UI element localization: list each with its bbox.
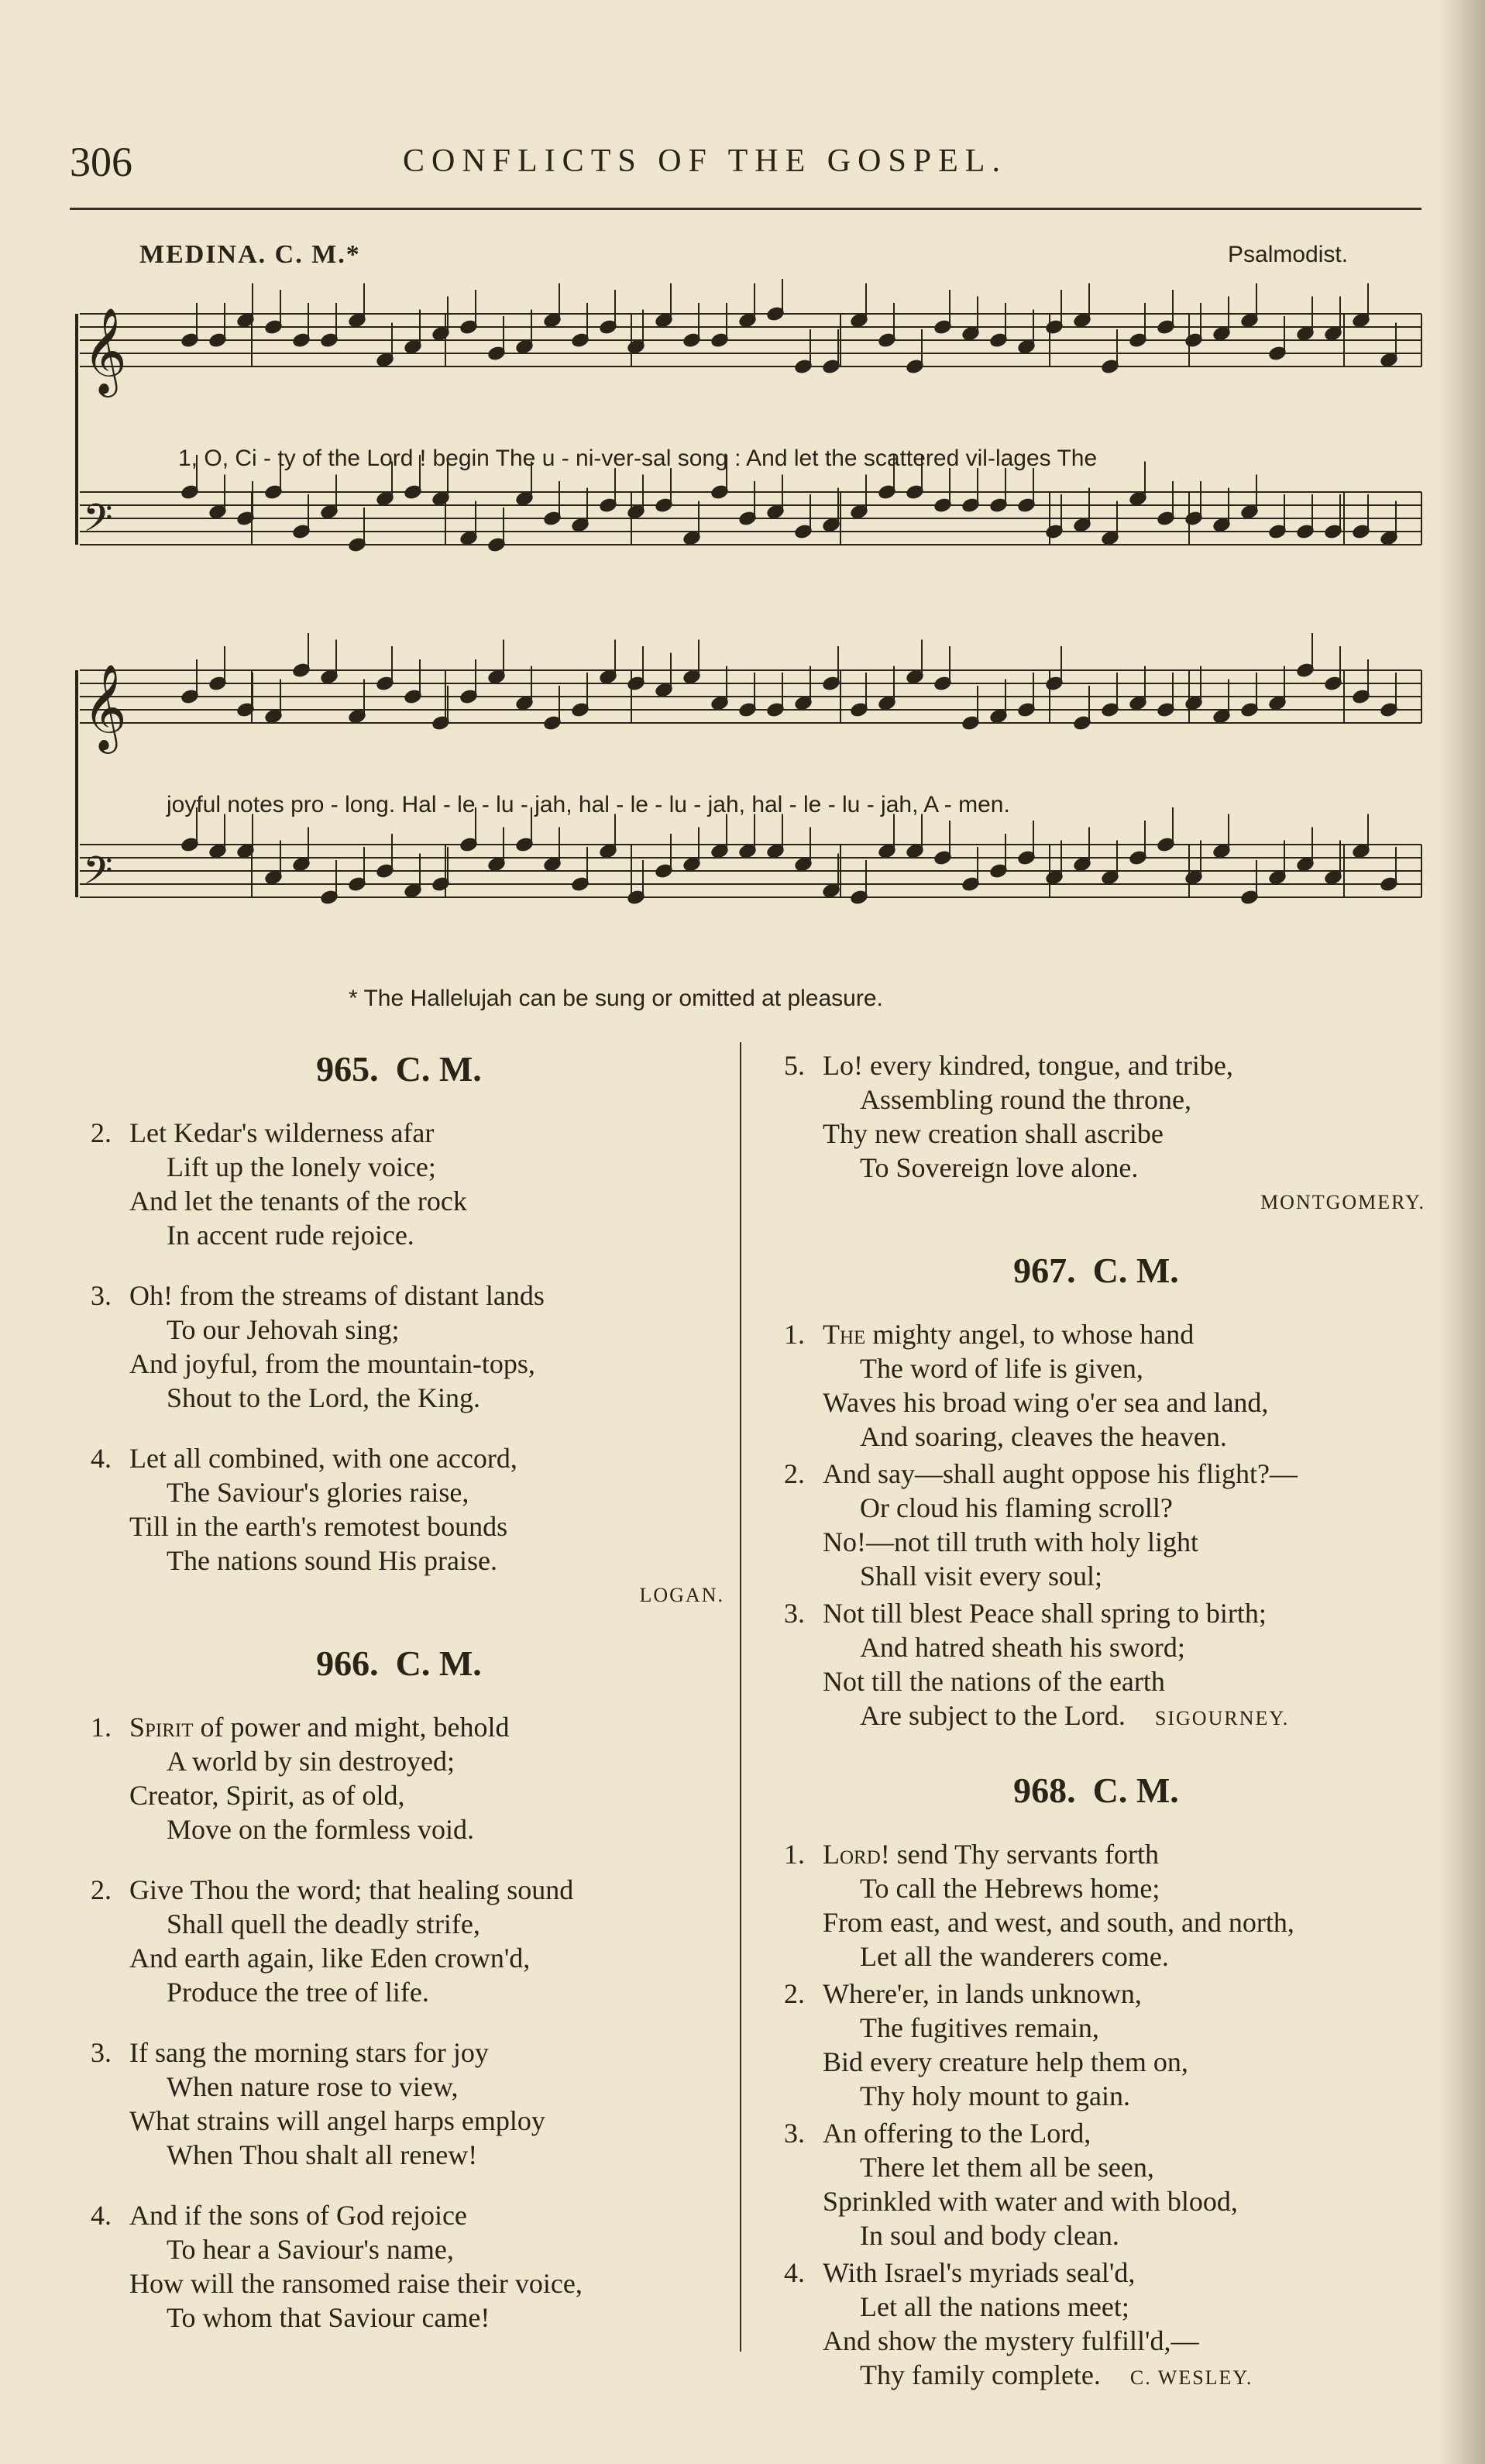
verse-line: The word of life is given, (860, 1353, 1143, 1384)
hymn-meter: C. M. (1092, 1771, 1179, 1810)
left-column (74, 1042, 724, 2361)
page-header (70, 132, 1418, 194)
tune-lyrics-line-1: 1, O, Ci - ty of the Lord ! begin The u - ni-ver-sal song : And let the scattered vil-lages The (178, 446, 1098, 471)
hymn-968-stanza-4 (767, 2256, 1425, 2395)
verse-line: No!—not till truth with holy light (823, 1526, 1198, 1557)
verse-line: And say—shall aught oppose his flight?— (823, 1458, 1298, 1489)
verse-line: In soul and body clean. (860, 2220, 1119, 2251)
hymn-966-stanza-2 (74, 1873, 724, 2009)
verse-line: And earth again, like Eden crown'd, (129, 1943, 531, 1974)
verse-line: And if the sons of God rejoice (129, 2200, 467, 2231)
verse-line: A world by sin destroyed; (167, 1746, 455, 1777)
verse-line: Thy family complete. (860, 2359, 1101, 2390)
verse-line: Creator, Spirit, as of old, (129, 1780, 405, 1811)
verse-line: Are subject to the Lord. (860, 1700, 1126, 1731)
verse-line: To hear a Saviour's name, (167, 2234, 454, 2265)
verse-line: From east, and west, and south, and north, (823, 1907, 1294, 1938)
verse-number: 2. (91, 1874, 112, 1905)
hymn-966-author: MONTGOMERY. (1260, 1191, 1425, 1213)
hymn-968-stanza-3 (767, 2116, 1425, 2252)
verse-line: When nature rose to view, (167, 2071, 459, 2102)
hymn-968-stanza-2 (767, 1977, 1425, 2113)
verse-first-word: The (823, 1319, 866, 1350)
treble-clef-icon: 𝄞 (83, 663, 127, 750)
verse-line: Till in the earth's remotest bounds (129, 1511, 508, 1542)
verse-number: 1. (784, 1319, 805, 1350)
verse-line: And let the tenants of the rock (129, 1186, 467, 1217)
verse-line: There let them all be seen, (860, 2152, 1154, 2183)
verse-line: To whom that Saviour came! (167, 2302, 490, 2333)
hymn-965-heading (74, 1048, 724, 1089)
music-score (74, 279, 1425, 961)
verse-line: Let all combined, with one accord, (129, 1443, 517, 1474)
tune-name: MEDINA. C. M.* (139, 240, 361, 269)
verse-line: Lift up the lonely voice; (167, 1151, 436, 1182)
verse-number: 2. (784, 1978, 805, 2009)
verse-line: Let all the nations meet; (860, 2291, 1129, 2322)
verse-number: 2. (784, 1458, 805, 1489)
hymn-966-heading (74, 1643, 724, 1684)
verse-line: Not till blest Peace shall spring to birth; (823, 1598, 1267, 1629)
hymn-number: 966. (316, 1643, 379, 1683)
verse-line: With Israel's myriads seal'd, (823, 2257, 1136, 2288)
tune-footnote: * The Hallelujah can be sung or omitted at pleasure. (349, 986, 883, 1011)
verse-line: Where'er, in lands unknown, (823, 1978, 1142, 2009)
hymn-968-author: C. WESLEY. (1129, 2366, 1253, 2389)
verse-line: Or cloud his flaming scroll? (860, 1492, 1173, 1523)
hymn-966-stanza-4 (74, 2198, 724, 2335)
verse-line: Oh! from the streams of distant lands (129, 1280, 545, 1311)
verse-line: Bid every creature help them on, (823, 2046, 1188, 2077)
verse-line: And soaring, cleaves the heaven. (860, 1421, 1227, 1452)
verse-number: 4. (91, 2200, 112, 2231)
verse-number: 3. (784, 1598, 805, 1629)
hymn-967-stanza-3 (767, 1596, 1425, 1736)
verse-number: 3. (91, 1280, 112, 1311)
right-column (767, 1042, 1425, 2398)
hymn-965-stanza-3 (74, 1278, 724, 1415)
tune-composer: Psalmodist. (1228, 242, 1349, 267)
verse-line: Produce the tree of life. (167, 1977, 429, 2008)
verse-line: The Saviour's glories raise, (167, 1477, 469, 1508)
verse-number: 5. (784, 1050, 805, 1081)
verse-line: To call the Hebrews home; (860, 1873, 1160, 1904)
verse-line: And hatred sheath his sword; (860, 1632, 1185, 1663)
hymn-meter: C. M. (1092, 1251, 1179, 1290)
hymn-967-stanza-1 (767, 1317, 1425, 1454)
verse-line: What strains will angel harps employ (129, 2105, 545, 2136)
verse-line: ! send Thy servants forth (880, 1839, 1160, 1870)
hymn-967-author: SIGOURNEY. (1154, 1707, 1290, 1729)
verse-line: Move on the formless void. (167, 1814, 474, 1845)
verse-number: 3. (784, 2118, 805, 2149)
column-divider (740, 1042, 741, 2352)
hymn-meter: C. M. (395, 1049, 482, 1089)
verse-number: 1. (784, 1839, 805, 1870)
hymn-number: 968. (1013, 1771, 1076, 1810)
verse-line: And joyful, from the mountain-tops, (129, 1348, 535, 1379)
verse-number: 4. (91, 1443, 112, 1474)
verse-line: Thy new creation shall ascribe (823, 1118, 1164, 1149)
running-title: CONFLICTS OF THE GOSPEL. (403, 143, 1007, 179)
verse-first-word: Spirit (129, 1712, 194, 1743)
verse-line: Sprinkled with water and with blood, (823, 2186, 1238, 2217)
hymn-number: 965. (316, 1049, 379, 1089)
verse-number: 2. (91, 1117, 112, 1148)
verse-line: of power and might, behold (193, 1712, 510, 1743)
verse-line: To Sovereign love alone. (860, 1152, 1139, 1183)
bass-clef-icon: 𝄢 (83, 496, 113, 550)
verse-line: Thy holy mount to gain. (860, 2080, 1130, 2111)
treble-clef-icon: 𝄞 (83, 307, 127, 394)
verse-line: Waves his broad wing o'er sea and land, (823, 1387, 1269, 1418)
hymn-967-stanza-2 (767, 1457, 1425, 1593)
verse-line: And show the mystery fulfill'd,— (823, 2325, 1199, 2356)
hymn-965-stanza-2 (74, 1116, 724, 1252)
tune-lyrics-line-2: joyful notes pro - long. Hal - le - lu - jah, hal - le - lu - jah, hal - le - lu - jah, A - men. (167, 792, 1010, 817)
verse-line: The fugitives remain, (860, 2012, 1099, 2043)
verse-number: 4. (784, 2257, 805, 2288)
verse-line: Assembling round the throne, (860, 1084, 1191, 1115)
verse-line: Shall visit every soul; (860, 1561, 1102, 1592)
hymn-967-heading (767, 1250, 1425, 1291)
bass-clef-icon: 𝄢 (83, 848, 113, 903)
hymn-966-stanza-5 (767, 1048, 1425, 1185)
verse-line: Shall quell the deadly strife, (167, 1908, 480, 1939)
verse-line: Lo! every kindred, tongue, and tribe, (823, 1050, 1233, 1081)
verse-line: Not till the nations of the earth (823, 1666, 1165, 1697)
hymn-number: 967. (1013, 1251, 1076, 1290)
hymn-966-stanza-3 (74, 2036, 724, 2172)
page-number: 306 (70, 139, 132, 185)
page-edge-shadow (1439, 0, 1485, 2464)
verse-line: An offering to the Lord, (823, 2118, 1091, 2149)
verse-line: How will the ransomed raise their voice, (129, 2268, 583, 2299)
verse-line: Shout to the Lord, the King. (167, 1382, 480, 1413)
verse-first-word: Lord (823, 1839, 881, 1870)
verse-line: When Thou shalt all renew! (167, 2139, 478, 2170)
verse-number: 3. (91, 2037, 112, 2068)
verse-line: Let Kedar's wilderness afar (129, 1117, 435, 1148)
verse-line: Give Thou the word; that healing sound (129, 1874, 574, 1905)
verse-line: If sang the morning stars for joy (129, 2037, 489, 2068)
verse-line: In accent rude rejoice. (167, 1220, 414, 1251)
hymn-968-stanza-1 (767, 1837, 1425, 1974)
hymn-968-heading (767, 1770, 1425, 1811)
verse-line: Let all the wanderers come. (860, 1941, 1169, 1972)
verse-number: 1. (91, 1712, 112, 1743)
hymn-966-stanza-1 (74, 1710, 724, 1846)
hymn-965-author: LOGAN. (639, 1584, 724, 1606)
verse-line: mighty angel, to whose hand (865, 1319, 1195, 1350)
hymn-meter: C. M. (395, 1643, 482, 1683)
verse-line: To our Jehovah sing; (167, 1314, 400, 1345)
verse-line: The nations sound His praise. (167, 1545, 497, 1576)
hymn-965-stanza-4 (74, 1441, 724, 1578)
header-rule (70, 208, 1421, 210)
